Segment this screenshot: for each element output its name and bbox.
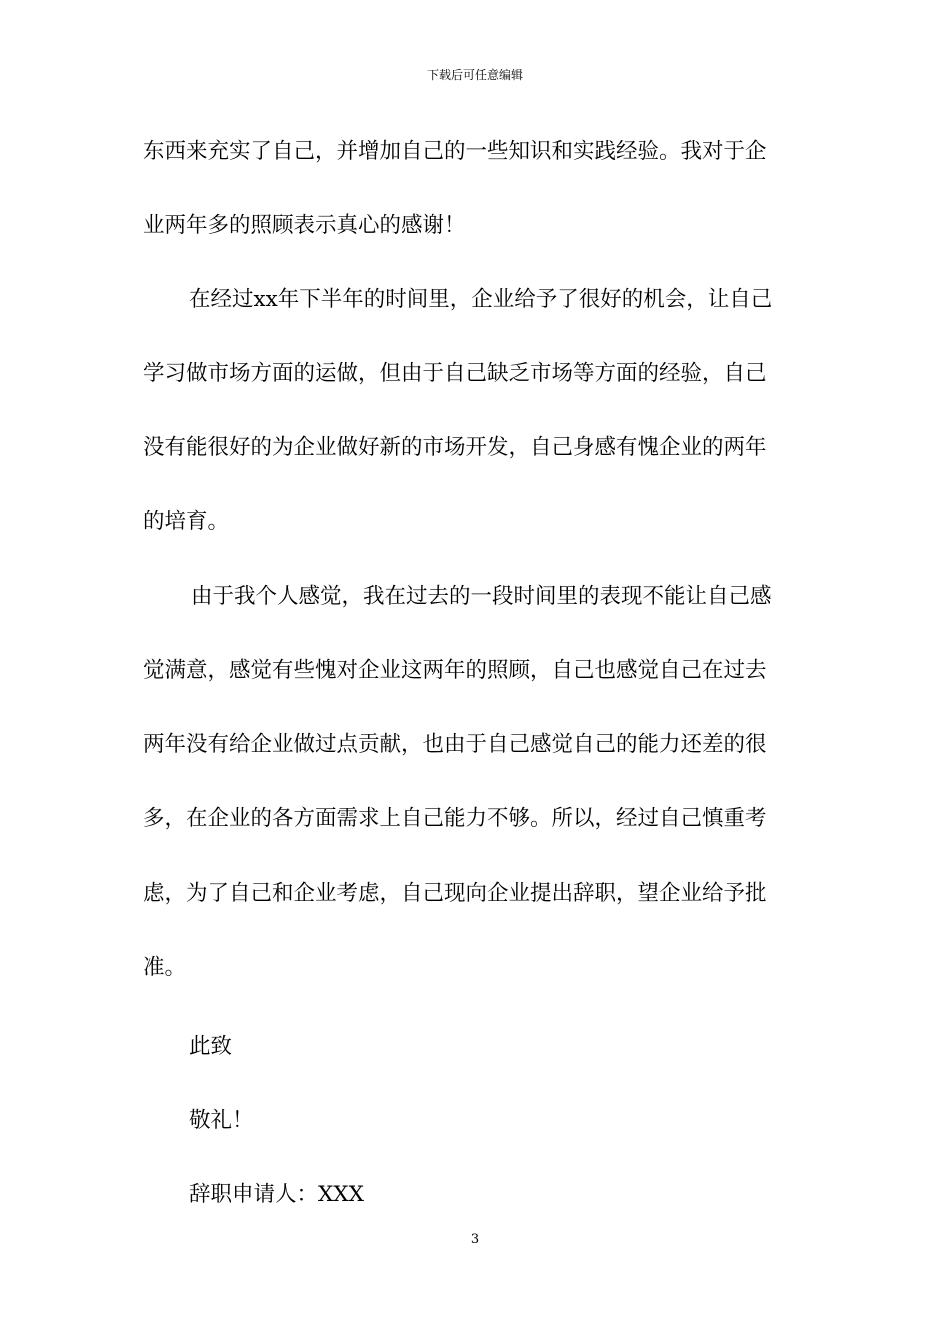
body-line: 没有能很好的为企业做好新的市场开发，自己身感有愧企业的两年 (143, 435, 767, 460)
body-line: 准。 (143, 955, 187, 980)
page-number: 3 (470, 1232, 480, 1247)
page-header: 下载后可任意编辑 (426, 68, 523, 82)
paragraph-first-line: 由于我个人感觉，我在过去的一段时间里的表现不能让自己感 (191, 584, 772, 609)
body-line: 学习做市场方面的运做，但由于自己缺乏市场等方面的经验，自己 (143, 361, 767, 386)
body-line: 东西来充实了自己，并增加自己的一些知识和实践经验。我对于企 (143, 139, 767, 164)
body-line: 两年没有给企业做过点贡献，也由于自己感觉自己的能力还差的很 (143, 732, 767, 757)
closing-line: 此致 (189, 1034, 233, 1059)
signature-line: 辞职申请人：XXX (189, 1182, 364, 1207)
body-line: 业两年多的照顾表示真心的感谢！ (143, 213, 466, 238)
body-line: 的培育。 (143, 509, 230, 534)
body-line: 觉满意，感觉有些愧对企业这两年的照顾，自己也感觉自己在过去 (143, 658, 767, 683)
paragraph-first-line: 在经过xx年下半年的时间里，企业给予了很好的机会，让自己 (189, 287, 773, 312)
body-line: 虑，为了自己和企业考虑，自己现向企业提出辞职，望企业给予批 (143, 881, 767, 906)
body-line: 多，在企业的各方面需求上自己能力不够。所以，经过自己慎重考 (143, 806, 767, 831)
salutation-line: 敬礼！ (189, 1108, 254, 1133)
